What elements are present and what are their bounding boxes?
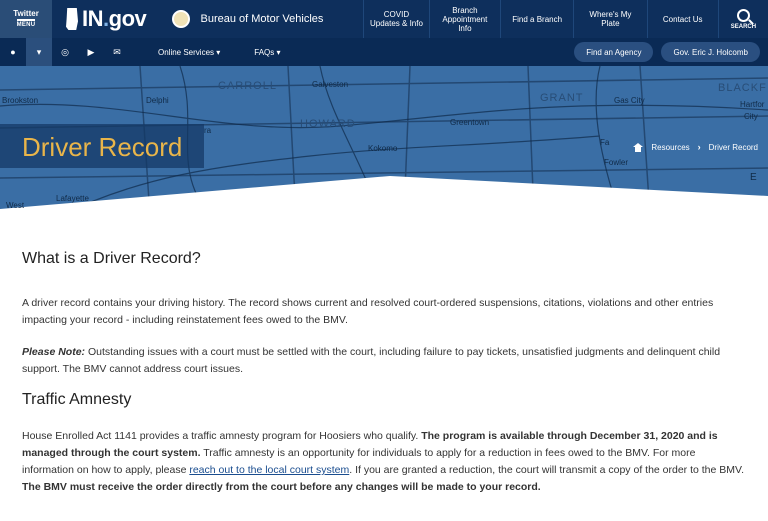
nav-label-line: Where's My	[589, 10, 632, 19]
map-label: E	[750, 172, 757, 183]
amnesty-text: . If you are granted a reduction, the court will transmit a copy of the order to the BMV.	[349, 464, 744, 476]
map-label: Lafayette	[56, 194, 89, 203]
in-gov-logo[interactable]	[52, 0, 158, 38]
breadcrumb-current: Driver Record	[708, 142, 758, 152]
search-icon	[737, 9, 750, 22]
logo-text-dot: .	[103, 6, 109, 31]
note-label: Please Note:	[22, 346, 86, 358]
nav-label-line: Appointment	[442, 14, 488, 24]
amnesty-bold-1: The program is available through December 31, 2020 and is managed through the court system.	[22, 430, 718, 459]
map-label: Galveston	[312, 80, 349, 89]
top-navigation-bar	[0, 0, 768, 38]
search-button[interactable]	[718, 0, 768, 38]
indiana-state-icon	[66, 8, 78, 30]
section-heading-what: What is a Driver Record?	[22, 250, 201, 267]
bmv-seal-icon	[172, 10, 190, 28]
map-label: BLACKF	[718, 82, 767, 94]
page-title-box	[0, 124, 204, 168]
nav-label-line: Updates & Info	[370, 19, 423, 28]
menu-label: MENU	[16, 22, 36, 28]
hamburger-icon	[17, 19, 35, 21]
map-label: Kokomo	[368, 144, 398, 153]
hero-banner	[0, 66, 768, 216]
nav-wheres-my-plate[interactable]	[573, 0, 646, 38]
map-label: Greentown	[450, 118, 490, 127]
nav-label-line: COVID	[383, 10, 410, 19]
map-label: Gas City	[614, 96, 645, 105]
map-label: Fa	[600, 138, 610, 147]
map-label: Fowler	[604, 158, 629, 167]
secondary-bar	[0, 38, 768, 66]
bureau-name: Bureau of Motor Vehicles	[200, 13, 324, 25]
governor-button[interactable]: Gov. Eric J. Holcomb	[661, 42, 760, 62]
menu-label-top: Twitter	[13, 9, 39, 18]
find-agency-button[interactable]: Find an Agency	[574, 42, 653, 62]
amnesty-text: House Enrolled Act 1141 provides a traffic amnesty program for Hoosiers who qualify.	[22, 430, 422, 442]
instagram-icon[interactable]: ◎	[61, 46, 69, 57]
nav-branch-appointment[interactable]	[429, 0, 500, 38]
faqs-dropdown[interactable]: FAQs ▾	[254, 47, 281, 57]
youtube-icon[interactable]: ▶	[87, 46, 95, 57]
section-heading-amnesty: Traffic Amnesty	[22, 391, 132, 408]
nav-find-branch[interactable]	[500, 0, 573, 38]
nav-covid-updates[interactable]	[363, 0, 429, 38]
map-label: City	[744, 112, 758, 121]
nav-label-line: Info	[458, 23, 472, 33]
map-label: Delphi	[146, 96, 169, 105]
page-title: Driver Record	[22, 132, 183, 162]
paragraph-what: A driver record contains your driving history. The record shows current and resolved court-ordered suspensions, citations, violations and other entries impacting your record - including reinstatement fees owed to the BMV.	[22, 297, 714, 326]
logo-text-main: IN	[82, 6, 104, 31]
nav-contact-us[interactable]	[647, 0, 718, 38]
online-services-dropdown[interactable]: Online Services ▾	[158, 47, 221, 57]
map-label: GRANT	[540, 92, 584, 104]
breadcrumb	[633, 142, 758, 152]
amnesty-bold-2: The BMV must receive the order directly from the court before any changes will be made to your record.	[22, 481, 541, 493]
search-label: SEARCH	[730, 23, 757, 30]
breadcrumb-resources[interactable]: Resources	[651, 142, 690, 152]
map-label: West	[6, 201, 25, 210]
paragraph-note	[22, 344, 746, 378]
chevron-right-icon: ›	[697, 142, 701, 152]
home-icon[interactable]	[633, 143, 643, 152]
email-icon[interactable]: ✉	[113, 46, 121, 57]
facebook-icon[interactable]: ●	[10, 47, 16, 57]
bureau-home-link[interactable]	[158, 0, 363, 38]
map-label: HOWARD	[300, 118, 356, 130]
nav-label-line: Branch	[452, 5, 478, 15]
main-content	[22, 250, 746, 496]
local-court-link[interactable]: reach out to the local court system	[189, 464, 350, 476]
note-text: Outstanding issues with a court must be settled with the court, including failure to pay tickets, unsatisfied judgments and delinquent child support. The BMV cannot address court issues.	[22, 346, 721, 375]
paragraph-amnesty	[22, 428, 746, 496]
map-label: Hartfor	[740, 100, 765, 109]
map-label: CARROLL	[218, 80, 277, 92]
logo-text-suffix: gov	[108, 6, 147, 31]
twitter-icon[interactable]: ▾	[26, 38, 52, 66]
menu-button[interactable]	[0, 0, 52, 38]
map-label: ra	[204, 126, 212, 135]
nav-label-line: Contact Us	[662, 14, 703, 24]
nav-label-line: Find a Branch	[512, 14, 563, 24]
map-label: Brookston	[2, 96, 39, 105]
amnesty-text: Traffic amnesty is an opportunity for individuals to apply for a reduction in fees owed to the BMV. For more information on how to apply, please	[22, 447, 696, 476]
nav-label-line: Plate	[601, 19, 620, 28]
